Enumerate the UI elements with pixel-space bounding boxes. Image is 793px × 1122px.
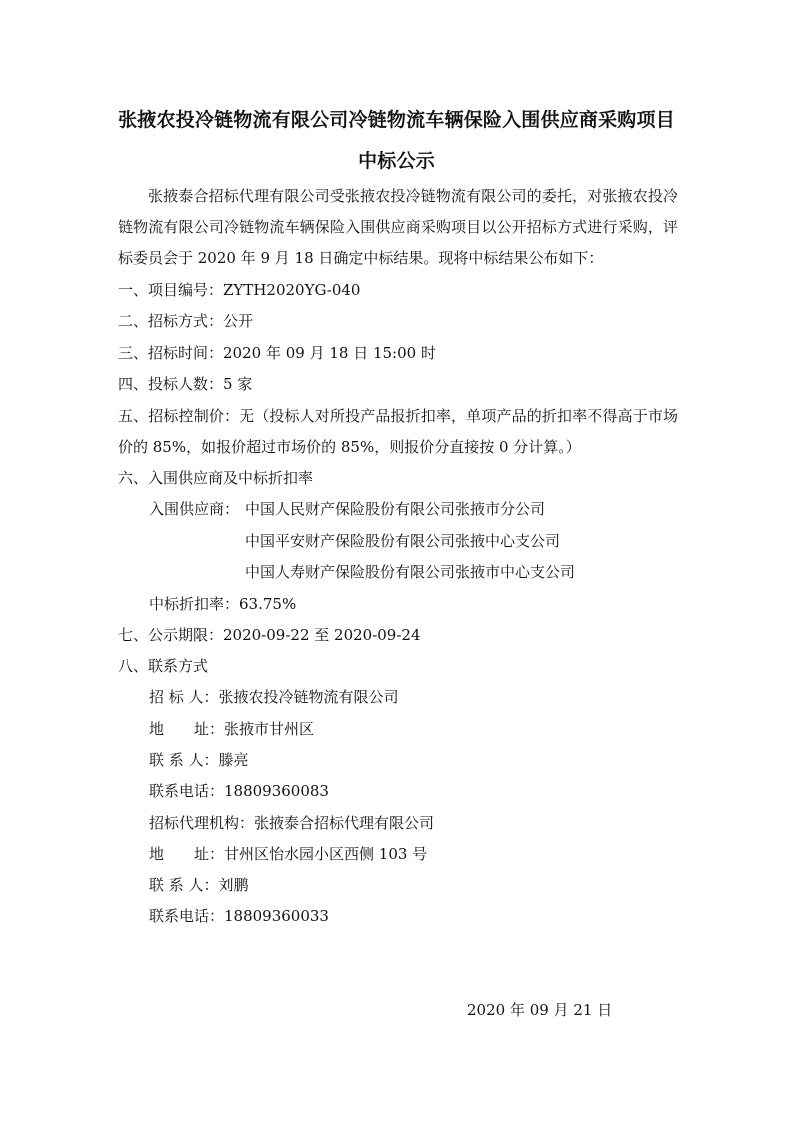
supplier-label: 入围供应商： [149,500,240,518]
item-bidder-count: 四、投标人数：5 家 [118,375,253,393]
document-date: 2020 年 09 月 21 日 [467,1001,613,1019]
contact-address-1: 地 址：张掖市甘州区 [149,720,315,738]
item-contact-heading: 八、联系方式 [118,657,209,675]
supplier-1: 中国人民财产保险股份有限公司张掖市分公司 [245,500,546,518]
contact-person-1: 联 系 人：滕亮 [149,751,249,769]
item-notice-period: 七、公示期限：2020-09-22 至 2020-09-24 [118,626,421,644]
contact-phone-2: 联系电话：18809360033 [149,907,329,925]
document-subtitle: 中标公示 [358,150,435,172]
contact-agency: 招标代理机构：张掖泰合招标代理有限公司 [149,814,435,832]
item-control-price: 五、招标控制价：无（投标人对所投产品报折扣率，单项产品的折扣率不得高于市场价的 85%，如报价超过市场价的 85%，则报价分直接按 0 分计算。） [118,407,678,456]
item-suppliers-heading: 六、入围供应商及中标折扣率 [118,469,314,487]
contact-tenderer: 招 标 人：张掖农投冷链物流有限公司 [149,688,399,706]
contact-phone-1: 联系电话：18809360083 [149,782,329,800]
document-title: 张掖农投冷链物流有限公司冷链物流车辆保险入围供应商采购项目 [118,109,675,131]
item-bid-method: 二、招标方式：公开 [118,312,254,330]
supplier-3: 中国人寿财产保险股份有限公司张掖市中心支公司 [245,563,576,581]
winning-discount-rate: 中标折扣率：63.75% [149,595,297,613]
contact-person-2: 联 系 人：刘鹏 [149,876,249,894]
supplier-2: 中国平安财产保险股份有限公司张掖中心支公司 [245,532,561,550]
intro-paragraph: 张掖泰合招标代理有限公司受张掖农投冷链物流有限公司的委托，对张掖农投冷链物流有限公司冷链物流车辆保险入围供应商采购项目以公开招标方式进行采购，评标委员会于 2020 年 9 月 18 日确定中标结果。现将中标结果公布如下： [118,187,678,267]
item-project-number: 一、项目编号：ZYTH2020YG-040 [118,281,361,299]
item-bid-time: 三、招标时间：2020 年 09 月 18 日 15:00 时 [118,344,436,362]
contact-address-2: 地 址：甘州区怡水园小区西侧 103 号 [149,845,428,863]
